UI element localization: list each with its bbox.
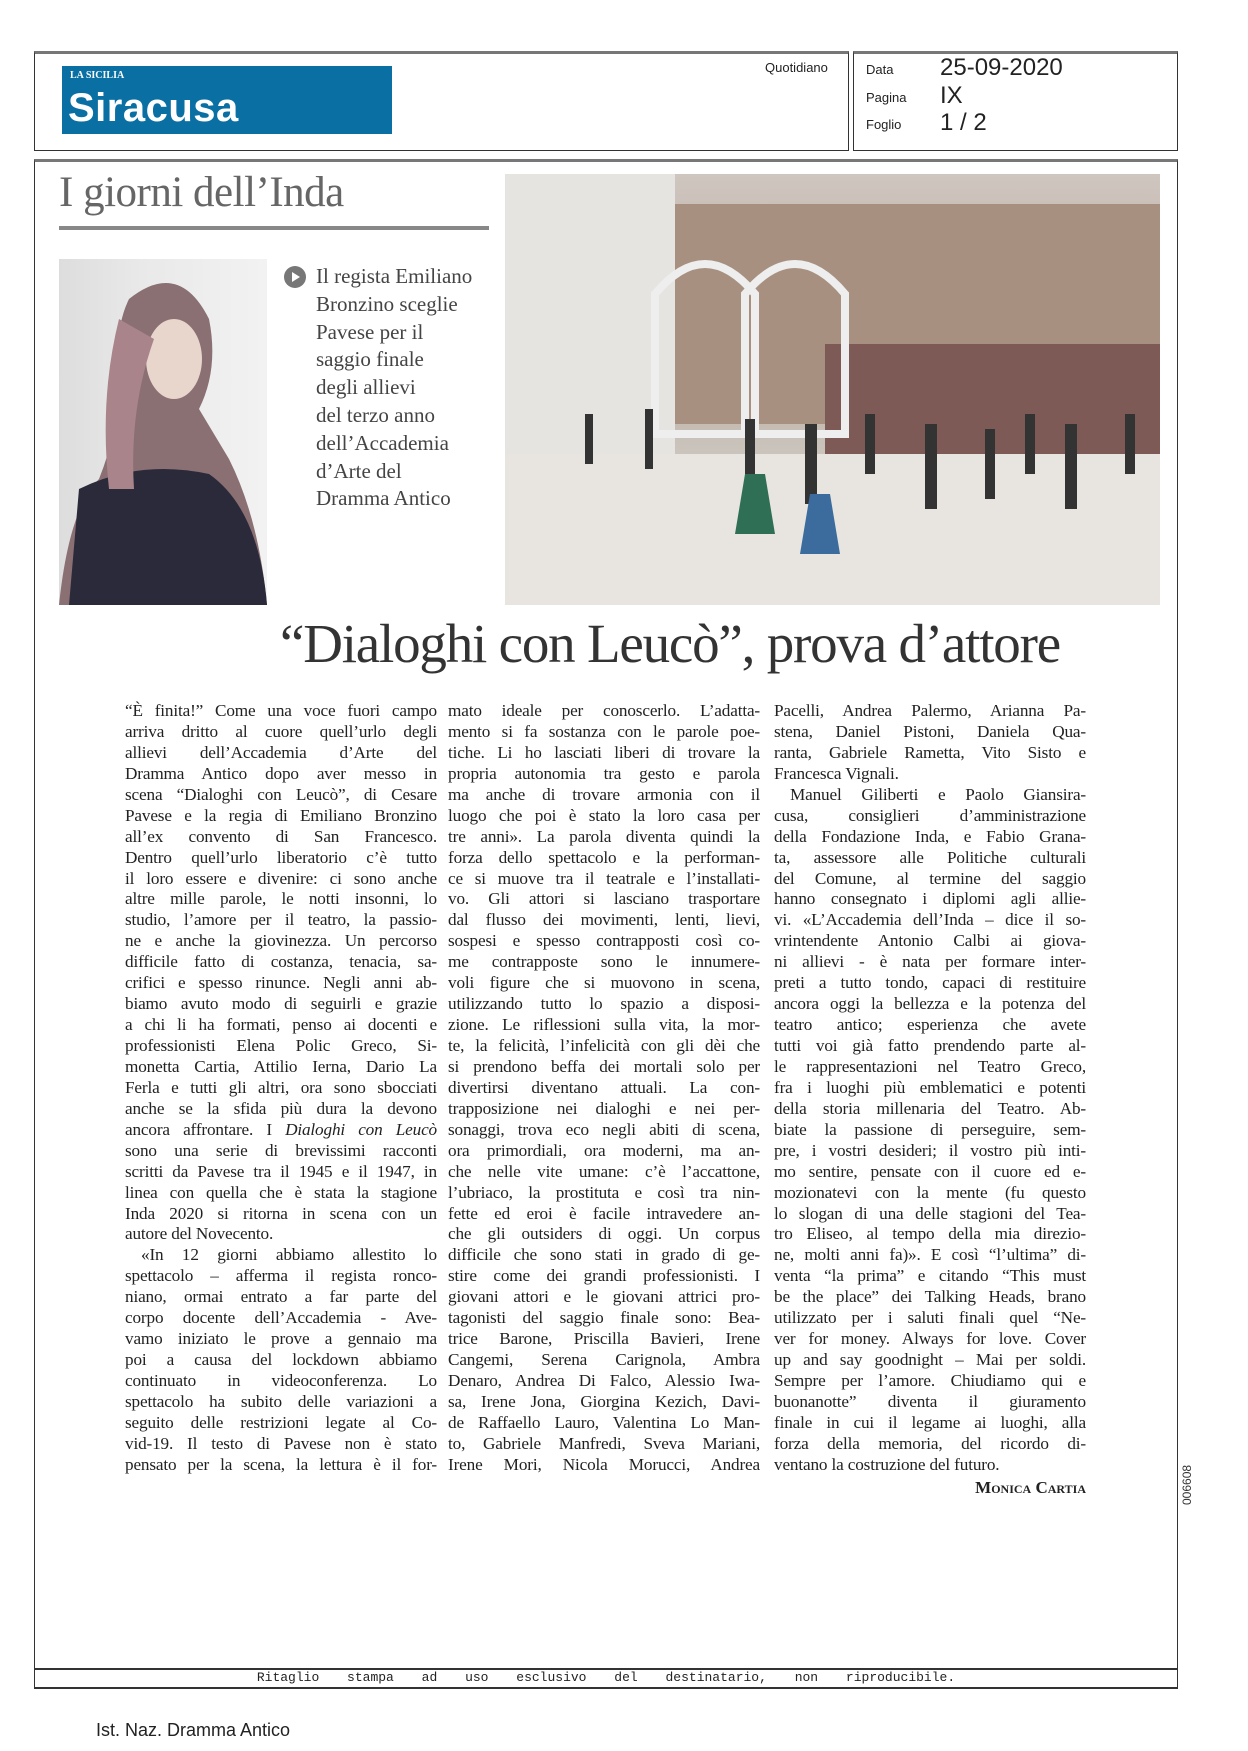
text-line	[774, 994, 1086, 1015]
text-line-content: luogo che poi è stato la loro casa per	[448, 805, 760, 825]
text-line	[448, 1036, 760, 1057]
text-line-content: propria autonomia tra gesto e parola	[448, 763, 760, 783]
text-line-content: monetta Cartia, Attilio Ierna, Dario La	[125, 1056, 437, 1076]
text-line-content: Denaro, Andrea Di Falco, Alessio Iwa-	[448, 1371, 760, 1390]
text-line	[774, 1392, 1086, 1413]
text-line-content: tro Eliseo, al tempo della mia direzio-	[774, 1224, 1086, 1244]
text-line-content: forza della memoria, del ricordo di-	[774, 1433, 1086, 1453]
text-line	[125, 1266, 437, 1287]
text-line-content: spettacolo ha subito delle variazioni a	[125, 1391, 437, 1411]
text-line	[448, 1266, 760, 1287]
text-line-content: ta, assessore alle Politiche culturali	[774, 847, 1086, 867]
logo-publisher: LA SICILIA	[70, 70, 125, 81]
text-line	[125, 973, 437, 994]
text-line-content: autore del Novecento.	[125, 1224, 274, 1244]
text-line-content: finale in cui il legame ai luoghi, alla	[774, 1412, 1086, 1432]
text-line-content: tre anni». La parola diventa quindi la	[448, 826, 760, 846]
text-line	[448, 743, 760, 764]
text-line	[125, 1350, 437, 1371]
caption-line: Dramma Antico	[316, 486, 451, 511]
text-line-content: crifici e spesso rinunce. Negli anni ab-	[125, 973, 437, 993]
text-line	[774, 827, 1086, 848]
text-line-content: utilizzato per i saluti finali quel “Ne-	[774, 1308, 1086, 1328]
text-line-content: il loro essere e divenire: ci sono anche	[125, 868, 437, 888]
text-line	[448, 1455, 760, 1476]
text-line-content: allievi dell’Accademia d’Arte del	[125, 742, 437, 762]
text-line	[774, 1224, 1086, 1245]
text-line	[448, 1141, 760, 1162]
text-line	[125, 1057, 437, 1078]
text-line	[125, 722, 437, 743]
text-line-content: anche se la sfida più dura la devono	[125, 1098, 437, 1118]
text-line	[448, 1434, 760, 1455]
logo-edition: Siracusa	[68, 86, 239, 130]
text-line	[774, 701, 1086, 722]
text-line-content: biate la passione di perseguire, sem-	[774, 1119, 1086, 1139]
text-line-content: forza dello spettacolo e la performan-	[448, 847, 760, 867]
text-line	[774, 1329, 1086, 1350]
text-line-content: divertirsi diventano attuali. La con-	[448, 1077, 760, 1097]
text-line-content: Francesca Vignali.	[774, 763, 899, 783]
text-line-content: «In 12 giorni abbiamo allestito lo	[141, 1245, 437, 1265]
text-line	[448, 869, 760, 890]
text-line	[125, 806, 437, 827]
arrow-bullet-icon	[284, 266, 306, 288]
text-line	[125, 1329, 437, 1350]
text-line-content: fra i luoghi più emblematici e potenti	[774, 1077, 1086, 1097]
text-line	[774, 1183, 1086, 1204]
text-line	[125, 1308, 437, 1329]
text-line	[125, 994, 437, 1015]
text-line-content: niano, ormai entrato a far parte del	[125, 1287, 437, 1307]
text-line	[774, 1245, 1086, 1266]
meta-value-data: 25-09-2020	[940, 54, 1063, 81]
text-line-content: Cangemi, Serena Carignola, Ambra	[448, 1350, 760, 1370]
text-line	[448, 1057, 760, 1078]
meta-value-foglio: 1 / 2	[940, 109, 987, 136]
publication-type: Quotidiano	[765, 60, 828, 75]
article-column-2	[448, 701, 760, 1476]
text-line	[774, 1287, 1086, 1308]
text-line-content: della storia millenaria del Teatro. Ab-	[774, 1098, 1086, 1118]
text-line	[448, 1245, 760, 1266]
stage-photo	[505, 174, 1160, 605]
text-line-content: trice Barone, Priscilla Bavieri, Irene	[448, 1329, 760, 1349]
text-line	[448, 1078, 760, 1099]
meta-value-pagina: IX	[940, 82, 963, 109]
text-line-content: up and say goodnight – Mai per soldi.	[774, 1350, 1086, 1370]
text-line	[125, 1036, 437, 1057]
text-line-content: utilizzando tutto lo spazio a disposi-	[448, 994, 760, 1014]
text-line	[125, 827, 437, 848]
footer-disclaimer: Ritaglio stampa ad uso esclusivo del destinatario, non riproducibile.	[256, 1670, 956, 1685]
text-line-content: lo slogan di una delle stagioni del Tea-	[774, 1203, 1086, 1223]
text-line	[774, 1120, 1086, 1141]
text-line	[125, 1120, 437, 1141]
text-line	[448, 848, 760, 869]
text-line	[125, 1287, 437, 1308]
text-line-content: le rappresentazioni nel Teatro Greco,	[774, 1056, 1086, 1076]
text-line-content: altre mille parole, le notti insonni, lo	[125, 889, 437, 909]
text-line-content: vrintendente Antonio Calbi ai giova-	[774, 931, 1086, 951]
caption-line: Il regista Emiliano	[316, 264, 473, 288]
text-line-content: vi. «L’Accademia dell’Inda – dice il so-	[774, 910, 1086, 930]
source-name: Ist. Naz. Dramma Antico	[96, 1720, 291, 1740]
text-line-content: biamo avuto modo di seguirli e grazie	[125, 994, 437, 1014]
text-line-content: l’ubriaco, la prostituta e così tra nin-	[448, 1182, 760, 1202]
text-line-content: sonaggi, trova eco negli abiti di scena,	[448, 1119, 760, 1139]
text-line	[774, 722, 1086, 743]
text-line-content: ma anche di trovare armonia con il	[448, 784, 760, 804]
text-line-content: sospesi e spesso contrapposti così co-	[448, 931, 760, 951]
text-line-content: ver for money. Always for love. Cover	[774, 1329, 1086, 1349]
text-line-content: scritti da Pavese tra il 1945 e il 1947, in	[125, 1161, 437, 1181]
clipping-code: 006608	[1180, 1464, 1194, 1505]
text-line-content: Manuel Giliberti e Paolo Giansira-	[790, 784, 1086, 804]
text-line	[125, 952, 437, 973]
text-line	[125, 764, 437, 785]
footer-divider-bottom	[34, 1687, 1178, 1689]
caption-line: Pavese per il	[316, 319, 424, 344]
text-line-content: dal flusso dei movimenti, lenti, lievi,	[448, 910, 760, 930]
text-line-content: scena “Dialoghi con Leucò”, di Cesare	[125, 784, 437, 804]
text-line	[125, 931, 437, 952]
text-line-content: teatro antico; esperienza che avete	[774, 1015, 1086, 1035]
text-line	[125, 1015, 437, 1036]
text-line	[125, 1392, 437, 1413]
text-line	[448, 1413, 760, 1434]
text-line	[774, 1266, 1086, 1287]
text-line-content: zione. Le riflessioni sulla vita, la mor-	[448, 1015, 760, 1035]
text-line-content: corpo docente dell’Accademia - Ave-	[125, 1308, 437, 1328]
text-line-content: hanno consegnato i diplomi agli allie-	[774, 889, 1086, 909]
text-line-content: Inda 2020 si ritorna in scena con un	[125, 1203, 437, 1223]
text-line-content: tiche. Li ho lasciati liberi di trovare la	[448, 742, 760, 762]
text-line	[448, 1224, 760, 1245]
text-line	[774, 1350, 1086, 1371]
text-line	[448, 1015, 760, 1036]
text-line	[448, 806, 760, 827]
text-line	[448, 889, 760, 910]
text-line	[448, 1120, 760, 1141]
text-line-content: be the place” dei Talking Heads, brano	[774, 1287, 1086, 1307]
text-line	[448, 1162, 760, 1183]
text-line	[774, 1015, 1086, 1036]
text-line-content: trapposizione nei dialoghi e nei per-	[448, 1098, 760, 1118]
text-line	[448, 931, 760, 952]
text-line-content: tagonisti del saggio finale sono: Bea-	[448, 1308, 760, 1328]
text-line	[125, 785, 437, 806]
text-line	[448, 701, 760, 722]
text-line-content: all’ex convento di San Francesco.	[125, 826, 437, 846]
text-line-content: ranta, Gabriele Rametta, Vito Sisto e	[774, 742, 1086, 762]
text-line	[125, 1371, 437, 1392]
text-line-content: Sempre per l’amore. Chiudiamo qui e	[774, 1371, 1086, 1390]
text-line	[774, 1308, 1086, 1329]
text-line-content: fette ed eroi è facile intravedere an-	[448, 1203, 760, 1223]
text-line-content: pensato per la scena, la lettura è il for-	[125, 1454, 437, 1474]
text-line-content: si prendono beffa dei mortali solo per	[448, 1056, 760, 1076]
text-line	[448, 1350, 760, 1371]
meta-label-pagina: Pagina	[866, 90, 907, 105]
article-column-3	[774, 701, 1086, 1476]
text-line	[448, 1287, 760, 1308]
caption-line: saggio finale	[316, 347, 424, 372]
text-line-content: tutti voi già fatto prendendo parte al-	[774, 1036, 1086, 1055]
text-line	[448, 952, 760, 973]
text-line-content: poi a causa del lockdown abbiamo	[125, 1350, 437, 1370]
caption-line: dell’Accademia	[316, 430, 449, 455]
text-line	[448, 764, 760, 785]
text-line	[125, 848, 437, 869]
text-line	[774, 1141, 1086, 1162]
text-line	[448, 1204, 760, 1225]
text-line	[125, 889, 437, 910]
text-line	[125, 1434, 437, 1455]
portrait-photo	[59, 259, 267, 605]
text-line	[125, 1224, 437, 1245]
text-line-content: de Raffaello Lauro, Valentina Lo Man-	[448, 1412, 760, 1432]
text-line	[774, 952, 1086, 973]
text-line	[125, 1183, 437, 1204]
caption-line: degli allievi	[316, 375, 416, 400]
text-line	[125, 1162, 437, 1183]
text-line-content: difficile fatto di costanza, tenacia, sa-	[125, 952, 437, 972]
text-line	[448, 1392, 760, 1413]
text-line-content: ancora oggi la bellezza e la potenza del	[774, 994, 1086, 1014]
text-line	[125, 910, 437, 931]
text-line-content: mento si fa sostanza con le parole poe-	[448, 721, 760, 741]
text-line-content: ora primordiali, ora moderni, ma an-	[448, 1140, 760, 1160]
text-line	[448, 785, 760, 806]
text-line-content: ne, molti anni fa)». E così “l’ultima” di-	[774, 1245, 1086, 1265]
article-column-1	[125, 701, 437, 1476]
text-line-content: della Fondazione Inda, e Fabio Grana-	[774, 826, 1086, 846]
author-byline: Monica Cartia	[975, 1478, 1086, 1497]
text-line-content: Pacelli, Andrea Palermo, Arianna Pa-	[774, 701, 1086, 720]
caption-line: del terzo anno	[316, 402, 435, 427]
text-line	[448, 910, 760, 931]
italic-title: Dialoghi con Leucò	[285, 1119, 437, 1139]
text-line	[448, 722, 760, 743]
text-line-content: linea con quella che è stata la stagione	[125, 1182, 437, 1202]
text-line	[125, 1141, 437, 1162]
text-line	[448, 1371, 760, 1392]
text-line-content: ni allievi - è nata per formare inter-	[774, 952, 1086, 972]
text-line-content: arriva dritto al cuore quell’urlo degli	[125, 721, 437, 741]
text-line-content: continuato in videoconferenza. Lo	[125, 1371, 437, 1390]
text-line	[774, 848, 1086, 869]
text-line	[774, 1057, 1086, 1078]
text-line-content: ancora affrontare. I	[125, 1119, 286, 1139]
text-line-content: pre, i vostri desideri; il vostro più inti-	[774, 1140, 1086, 1160]
text-line-content: ventano la costruzione del futuro.	[774, 1454, 1000, 1474]
text-line	[774, 1036, 1086, 1057]
text-line-content: mozionatevi con la mente (fu questo	[774, 1182, 1086, 1202]
text-line	[774, 931, 1086, 952]
text-line-content: sono una serie di brevissimi racconti	[125, 1140, 437, 1160]
text-line	[448, 827, 760, 848]
text-line	[125, 1413, 437, 1434]
text-line-content: Dentro quell’urlo liberatorio c’è tutto	[125, 847, 437, 867]
text-line-content: che nelle vite umane: c’è l’accattone,	[448, 1161, 760, 1181]
text-line	[448, 1183, 760, 1204]
text-line	[125, 1245, 437, 1266]
text-line	[774, 1204, 1086, 1225]
text-line-content: preti a tutto tondo, capaci di restituire	[774, 973, 1086, 993]
text-line-content: te, la felicità, l’infelicità con gli dèi che	[448, 1036, 760, 1055]
text-line-content: vo. Gli attori si lasciano trasportare	[448, 889, 760, 909]
text-line	[774, 1078, 1086, 1099]
text-line-content: seguito delle restrizioni legate al Co-	[125, 1412, 437, 1432]
text-line-content: ne e anche la giovinezza. Un percorso	[125, 931, 437, 951]
text-line-content: sa, Irene Jona, Giorgina Kezich, Davi-	[448, 1391, 760, 1411]
text-line	[448, 1308, 760, 1329]
text-line-content: mo sentire, pensate con il cuore ed e-	[774, 1161, 1086, 1181]
text-line-content: vamo iniziato le prove a gennaio ma	[125, 1329, 437, 1349]
headline: “Dialoghi con Leucò”, prova d’attore	[280, 613, 1060, 674]
text-line-content: venta “la prima” e citando “This must	[774, 1266, 1086, 1286]
text-line	[774, 1434, 1086, 1455]
text-line	[125, 743, 437, 764]
text-line-content: spettacolo – afferma il regista ronco-	[125, 1266, 437, 1286]
text-line	[774, 1371, 1086, 1392]
text-line-content: stena, Daniel Pistoni, Daniela Qua-	[774, 721, 1086, 741]
text-line	[125, 869, 437, 890]
text-line-content: vid-19. Il testo di Pavese non è stato	[125, 1433, 437, 1453]
text-line-content: buonanotte” diventa il giuramento	[774, 1391, 1086, 1411]
text-line-content: del Comune, al termine del saggio	[774, 868, 1086, 888]
text-line-content: mato ideale per conoscerlo. L’adatta-	[448, 701, 760, 720]
text-line	[774, 1162, 1086, 1183]
text-line	[774, 1455, 1086, 1476]
caption-line: d’Arte del	[316, 458, 402, 483]
text-line-content: Irene Mori, Nicola Morucci, Andrea	[448, 1454, 760, 1474]
text-line-content: Pavese e la regia di Emiliano Bronzino	[125, 805, 437, 825]
text-line	[448, 1329, 760, 1350]
text-line	[774, 910, 1086, 931]
meta-label-data: Data	[866, 62, 894, 77]
text-line	[125, 1204, 437, 1225]
text-line	[774, 1413, 1086, 1434]
text-line-content: che gli outsiders di oggi. Un corpus	[448, 1224, 760, 1244]
text-line	[448, 1099, 760, 1120]
text-line	[448, 973, 760, 994]
text-line-content: giovani attori e le giovani attrici pro-	[448, 1287, 760, 1307]
caption-line: Bronzino sceglie	[316, 291, 458, 316]
text-line	[774, 806, 1086, 827]
text-line-content: professionisti Elena Polic Greco, Si-	[125, 1036, 437, 1055]
text-line-content: “È finita!” Come una voce fuori campo	[125, 701, 437, 720]
text-line	[125, 1455, 437, 1476]
text-line	[774, 973, 1086, 994]
text-line	[774, 743, 1086, 764]
text-line-content: stire come dei grandi professionisti. I	[448, 1266, 760, 1286]
text-line-content: studio, l’amore per il teatro, la passio-	[125, 910, 437, 930]
text-line	[448, 994, 760, 1015]
text-line-content: cusa, consiglieri d’amministrazione	[774, 805, 1086, 825]
text-line	[125, 701, 437, 722]
text-line-content: me contrapposte sono le innumere-	[448, 952, 760, 972]
text-line-content: a chi li ha formati, penso ai docenti e	[125, 1015, 437, 1035]
text-line-content: to, Gabriele Manfredi, Sveva Mariani,	[448, 1433, 760, 1453]
photo-caption	[284, 263, 494, 513]
newspaper-logo	[62, 66, 392, 134]
section-rule	[59, 226, 489, 230]
text-line-content: difficile che sono stati in grado di ge-	[448, 1245, 760, 1265]
text-line	[774, 764, 1086, 785]
text-line-content: voli figure che si muovono in scena,	[448, 973, 760, 993]
text-line	[125, 1078, 437, 1099]
text-line-content: Ferla e tutti gli altri, ora sono sbocciati	[125, 1077, 437, 1097]
text-line	[774, 869, 1086, 890]
text-line-content: Dramma Antico dopo aver messo in	[125, 763, 437, 783]
text-line	[774, 889, 1086, 910]
text-line	[125, 1099, 437, 1120]
text-line-content: ce si muove tra il teatrale e l’installati-	[448, 868, 760, 888]
meta-label-foglio: Foglio	[866, 117, 902, 132]
text-line	[774, 785, 1086, 806]
text-line	[774, 1099, 1086, 1120]
section-title: I giorni dell’Inda	[59, 169, 344, 216]
